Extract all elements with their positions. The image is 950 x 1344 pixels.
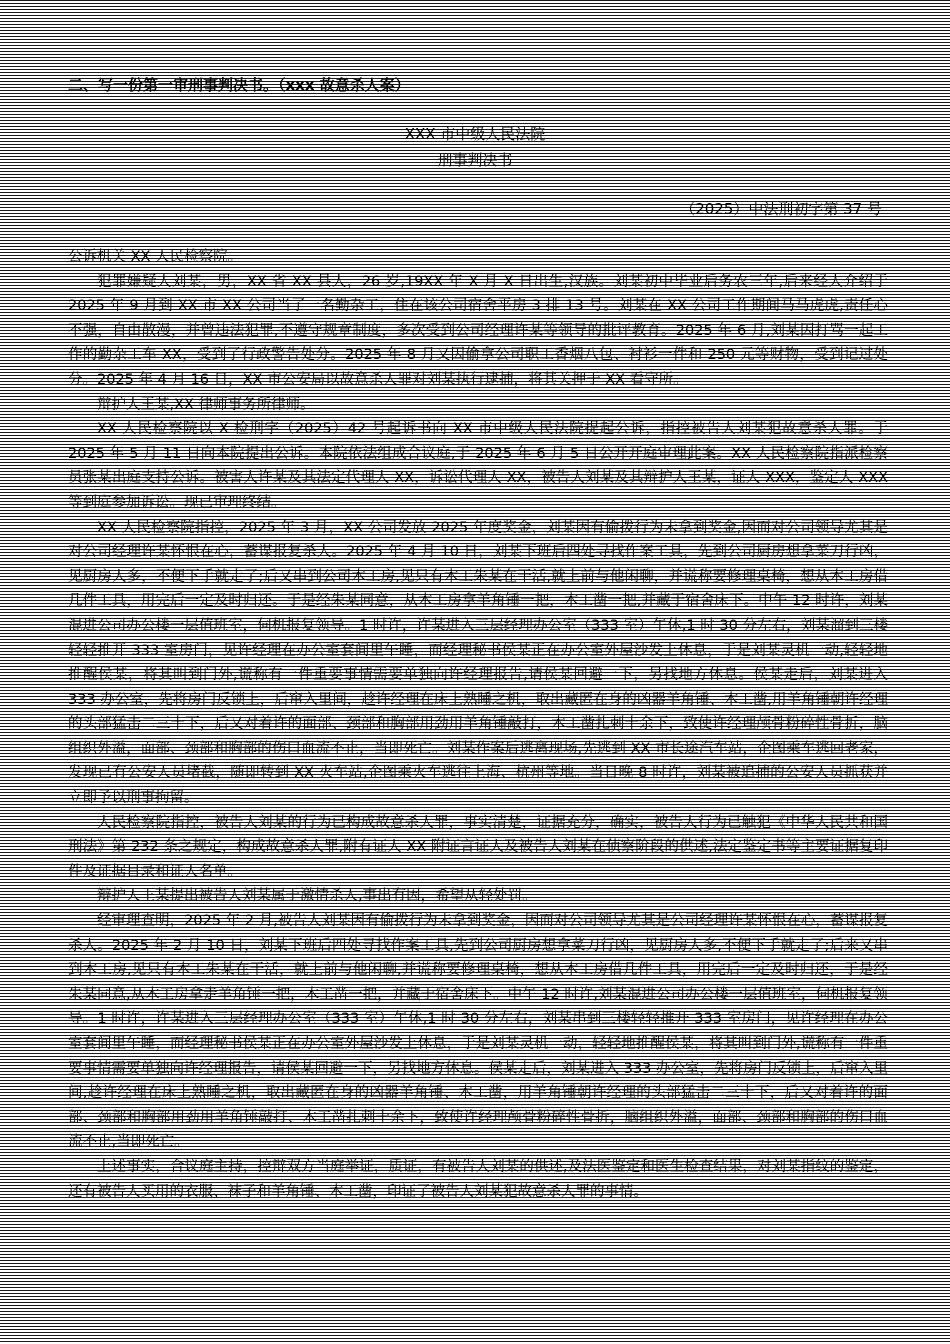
paragraph-prosecutor: 公诉机关 XX 人民检察院。 (68, 249, 243, 265)
court-name: XXX 市中级人民法院 (404, 125, 546, 143)
judgment-body (68, 245, 888, 1204)
paragraph-indictment-facts: XX 人民检察院指控，2025 年 3 月，XX 公司发放 2025 年度奖金，刘某因有偷拨行为未拿到奖金,因而对公司领导尤其是对公司经理许某怀恨在心，蓄谋报复杀人。2025 年 4 月 10 日，刘某下班后四处寻找作案工具，先到公司厨房想拿菜刀行凶，见厨房人多，不便下手就走了;后又串到公司木工房,见只有木工朱某在干活,就上前与他闲聊，并谎称要修理桌椅，想从木工房借几件工具，用完后一定及时归还。于是经朱某同意，从木工房拿羊角锤一把，木工凿一把,并藏于宿舍床下。中午 12 时许，刘某混进公司办公楼一层值班室，伺机报复领导。1 时许，许某进入三层经理办公室（333 室）午休,1 时 30 分左右，刘某溜到三楼轻轻推开 333 室房门，见许经理在办公室套间里午睡，而经理秘书侯某正在办公室外屋沙发上休息，于是刘某灵机一动,轻轻地推醒侯某，将其叫到门外,谎称有一件重要事情需要单独向许经理报告,请侯某回避一下，另找地方休息。侯某走后，刘某进入 333 办公室，先将房门反锁上，后窜入里间，趁许经理在床上熟睡之机，取出藏匿在身的凶器羊角锤、木工凿,用羊角锤朝许经理的头部猛击二三十下，后又对着许的面部、颈部和胸部用劲用羊角锤敲打，木工凿扎刺十余下，致使许经理颅骨粉碎性骨折，脑组织外溢，面部、颈部和胸部的伤口血流不止，当即死亡。刘某作案后逃离现场,先逃到 XX 市长途汽车站，企图乘车逃回老家，发现已有公安人员堵截，随即转到 XX 火车站,企图乘火车逃往上海、杭州等地。当日晚 8 时许，刘某被追捕的公安人员抓获并立即予以刑事拘留。 (68, 519, 888, 807)
paragraph-procedure: XX 人民检察院以 X 检刑字（2025）42 号起诉书向 XX 市中级人民法院提起公诉，指控被告人刘某犯故意杀人罪。于 2025 年 5 月 11 日向本院提出公诉。本院依法组成合议庭,于 2025 年 6 月 5 日公开开庭审理此案。XX 人民检察院指派检察员张某出庭支持公诉。被害人许某及其法定代理人 XX，诉讼代理人 XX，被告人刘某及其辩护人王某，证人 XXX，鉴定人 XXX 等到庭参加诉讼。现已审理终结。 (68, 421, 888, 511)
paragraph-defendant: 犯罪嫌疑人刘某，男，XX 省 XX 县人，26 岁,19XX 年 X 月 X 日出生,汉族。刘某初中毕业后务农三年,后来经人介绍于 2025 年 9 月到 XX 市 XX 公司当了一名勤杂工，住在该公司宿舍平房 3 排 13 号。刘某在 XX 公司工作期间马马虎虎,责任心不强，自由散漫，并曾违法犯罪,不遵守规章制度，多次受到公司经理许某等领导的批评教育。2025 年 6 月,刘某因打骂一起工作的勤杂工车 XX，受到了行政警告处分。2025 年 8 月又因偷拿公司职工香烟八包、衬衫一件和 250 元等财物，受到记过处分。2025 年 4 月 16 日，XX 市公安局以故意杀人罪对刘某执行逮捕，将其关押于 XX 看守所。 (68, 273, 888, 388)
paragraph-counsel: 辩护人王某,XX 律师事务所律师。 (97, 396, 315, 413)
paragraph-defense-opinion: 辩护人王某提出被告人刘某属于激情杀人,事出有因，希望从轻处罚。 (97, 888, 537, 905)
paragraph-findings: 经审理查明，2025 年 2 月,被告人刘某因有偷拨行为未拿到奖金，因而对公司领导尤其是公司经理许某怀恨在心，蓄谋报复杀人。2025 年 2 月 10 日，刘某下班后四处寻找作案工具,先到公司厨房想拿菜刀行凶，见厨房人多,不便下手就走了;后来又串到木工房,见只有木工朱某在干活，就上前与他闲聊,并谎称要修理桌椅，想从木工房借几件工具，用完后一定及时归还，于是经朱某同意,从木工房拿走羊角锤一把，木工凿一把，并藏于宿舍床下。中午 12 时许,刘某混进公司办公楼一层值班室，伺机报复领导。1 时许，许某进入三层经理办公室（333 室）午休,1 时 30 分左右，刘某串到三楼轻轻推开 333 室房门，见许经理在办公室套间里午睡，而经理秘书侯某正在办公室外屋沙发上休息，于是刘某灵机一动，轻轻地推醒侯某，将其叫到门外,谎称有一件重要事情需要单独向许经理报告，请侯某回避一下，另找地方休息。侯某走后，刘某进入 333 办公室，先将房门反锁上，后窜入里间,趁许经理在床上熟睡之机，取出藏匿在身的凶器羊角锤、木工凿，用羊角锤朝许经理的头部猛击二三十下，后又对着许的面部、颈部和胸部用劲用羊角锤敲打、木工凿扎刺十余下，致使许经理颅骨粉碎性骨折，脑组织外溢，面部、颈部和胸部的伤口血流不止,当即死亡。 (68, 913, 888, 1151)
paragraph-indictment-charge: 人民检察院指控，被告人刘某的行为已构成故意杀人罪，事实清楚，证据充分，确实，被告人行为已触犯《中华人民共和国刑法》第 232 条之规定，构成故意杀人罪,附有证人 XX 附证言证人及被告人刘某在侦察阶段的供述,法定鉴定书等主要证据复印件及证据目录和证人名单。 (68, 814, 888, 880)
paragraph-evidence: 上述事实，合议庭主持，控辩双方当庭举证，质证，有被告人刘某的供述,及法医鉴定和医生检查结果，对刘某指纹的鉴定，还有被告人买用的衣服、袜子和羊角锤、木工凿，印证了被告人刘某犯故意杀人罪的事情。 (68, 1158, 888, 1200)
case-number: （2025）中法刑初字第 37 号 (680, 200, 882, 218)
document-type-title: 刑事判决书 (437, 151, 513, 169)
section-heading: 二、写一份第一审刑事判决书。（xxx 故意杀人案） (68, 76, 410, 94)
